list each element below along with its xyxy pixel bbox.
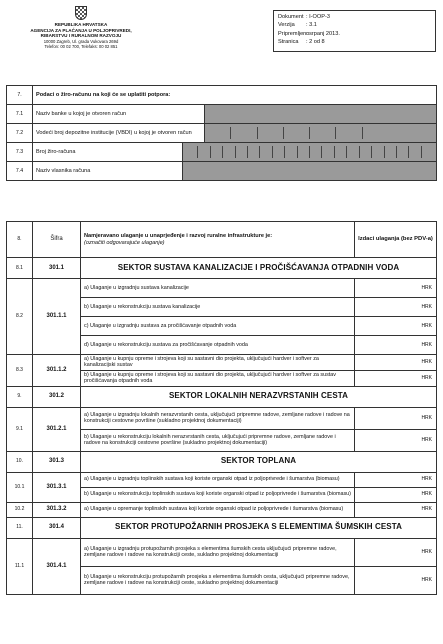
agency-header [6, 6, 156, 49]
sector-row [7, 258, 437, 279]
item-code: 301.2.1 [33, 407, 81, 451]
row-number: 7.3 [7, 143, 33, 162]
amount-field[interactable]: HRK [355, 279, 437, 298]
row-number: 7.4 [7, 162, 33, 181]
section-number: 7. [7, 86, 33, 105]
doc-key: Pripremljeno [278, 30, 310, 37]
row-number: 8.1 [7, 258, 33, 279]
section-title: Podaci o žiro-računu na koji će se uplatiti potpora: [33, 86, 437, 105]
doc-value: : 3.1 [306, 22, 317, 29]
sector-code: 301.2 [33, 386, 81, 407]
row-number: 11.1 [7, 538, 33, 594]
header-code: Šifra [33, 222, 81, 258]
org-line-2: AGENCIJA ZA PLAĆANJA U POLJOPRIVREDI, [30, 27, 132, 33]
item-description: a) Ulaganje u kupnju opreme i strojeva koji su sastavni dio projekta, uključujući hardver i softver za kanalizacijski sustav [81, 355, 355, 371]
item-description: b) Ulaganje u rekonstrukciju protupožarnih prosjeka s elementima šumskih cesta, uključujući pripremne radove, zemljane radove i radove na konstrukciji ceste, sukladno projektnoj dokumentaciji [81, 566, 355, 594]
org-phone: Telefon: 00 02 700, Telefaks: 00 02 851 [44, 43, 118, 49]
doc-key: Verzija [278, 22, 295, 29]
item-code: 301.3.2 [33, 502, 81, 517]
item-description: b) Ulaganje u rekonstrukciju sustava kanalizacije [81, 298, 355, 317]
sector-row [7, 451, 437, 472]
amount-field[interactable]: HRK [355, 538, 437, 566]
sector-code: 301.4 [33, 517, 81, 538]
amount-field[interactable]: HRK [355, 370, 437, 386]
section7-header [7, 86, 437, 105]
account-number-row [7, 143, 437, 162]
header-desc-note: (označiti odgovarajuće ulaganje) [84, 239, 165, 246]
row-number: 10. [7, 451, 33, 472]
account-number-field[interactable] [183, 143, 437, 162]
sector-title: SEKTOR LOKALNIH NERAZVRSTANIH CESTA [81, 386, 437, 407]
row-number: 7.1 [7, 105, 33, 124]
amount-field[interactable]: HRK [355, 429, 437, 451]
row-number: 9.1 [7, 407, 33, 451]
amount-field[interactable]: HRK [355, 355, 437, 371]
item-description: c) Ulaganje u izgradnju sustava za pročišćavanje otpadnih voda [81, 317, 355, 336]
vbdi-row [7, 124, 437, 143]
table-row[interactable] [7, 502, 437, 517]
table-row[interactable] [7, 279, 437, 298]
document-info-box [273, 10, 436, 52]
vbdi-field[interactable] [205, 124, 437, 143]
investment-table [6, 221, 437, 595]
org-address: 10000 Zagreb, Ul. grada Vukovara 269d [43, 38, 119, 44]
sector-title: SEKTOR SUSTAVA KANALIZACIJE I PROČIŠĆAVANJA OTPADNIH VODA [81, 258, 437, 279]
item-description: a) Ulaganje u izgradnju lokalnih nerazvrstanih cesta, uključujući pripremne radove, zemljane radove i radove na konstrukciji cestovne površine (sukladno projektnoj dokumentaciji) [81, 407, 355, 429]
item-description: b) Ulaganje u rekonstrukciju lokalnih nerazvrstanih cesta, uključujući pripremne radove, zemljane radove i radove na konstrukciji cestovne površine (sukladno projektnoj dokumentaciji) [81, 429, 355, 451]
row-label: Naziv vlasnika računa [33, 162, 183, 181]
sector-code: 301.1 [33, 258, 81, 279]
row-number: 8.3 [7, 355, 33, 387]
amount-field[interactable]: HRK [355, 566, 437, 594]
item-description: d) Ulaganje u rekonstrukciju sustava za pročišćavanje otpadnih voda [81, 336, 355, 355]
item-code: 301.3.1 [33, 472, 81, 502]
org-line-3: RIBARSTVU I RURALNOM RAZVOJU [40, 33, 122, 39]
coat-of-arms-icon [75, 6, 87, 20]
table-header-row [7, 222, 437, 258]
amount-field[interactable]: HRK [355, 472, 437, 487]
item-code: 301.1.1 [33, 279, 81, 355]
header-cost: Izdaci ulaganja (bez PDV-a) [355, 222, 437, 258]
row-label: Broj žiro-računa [33, 143, 183, 162]
bank-account-table [6, 85, 437, 181]
row-number: 7.2 [7, 124, 33, 143]
row-number: 9. [7, 386, 33, 407]
item-code: 301.1.2 [33, 355, 81, 387]
doc-value: : srpanj 2013. [306, 30, 340, 37]
item-description: a) Ulaganje u izgradnju protupožarnih prosjeka s elementima šumskih cesta uključujući pripremne radove, zemljane radove i radove na konstrukciji ceste, sukladno projektnoj dokumentaciji [81, 538, 355, 566]
header-description [81, 222, 355, 258]
item-description: b) Ulaganje u rekonstrukciju toplinskih sustava koji koriste organski otpad iz poljoprivrede i šumarstva (biomasu) [81, 487, 355, 502]
sector-title: SEKTOR TOPLANA [81, 451, 437, 472]
amount-field[interactable]: HRK [355, 502, 437, 517]
row-number: 10.2 [7, 502, 33, 517]
item-code: 301.4.1 [33, 538, 81, 594]
row-label: Vodeći broj depozitne institucije (VBDI) u kojoj je otvoren račun [33, 124, 205, 143]
doc-key: Stranica [278, 39, 299, 46]
table-row[interactable] [7, 355, 437, 371]
sector-row [7, 517, 437, 538]
item-description: a) Ulaganje u izgradnju sustava kanalizacije [81, 279, 355, 298]
table-row[interactable] [7, 538, 437, 566]
amount-field[interactable]: HRK [355, 298, 437, 317]
doc-value: : 2 od 8 [306, 39, 325, 46]
account-holder-row [7, 162, 437, 181]
bank-name-row [7, 105, 437, 124]
amount-field[interactable]: HRK [355, 336, 437, 355]
item-description: a) Ulaganje u opremanje toplinskih sustava koji koriste organski otpad iz poljoprivrede i šumarstva (biomasu) [81, 502, 355, 517]
row-number: 10.1 [7, 472, 33, 502]
row-number: 11. [7, 517, 33, 538]
sector-row [7, 386, 437, 407]
header-desc-text: Namjeravano ulaganje u unaprjeđenje i razvoj ruralne infrastrukture je: [84, 233, 273, 240]
doc-value: : I-OOP-3 [306, 14, 330, 20]
doc-key: Dokument [278, 14, 304, 20]
header-num: 8. [7, 222, 33, 258]
org-line-1: REPUBLIKA HRVATSKA [54, 22, 108, 27]
account-holder-field[interactable] [183, 162, 437, 181]
bank-name-field[interactable] [205, 105, 437, 124]
table-row[interactable] [7, 407, 437, 429]
digit-cells [186, 143, 433, 161]
row-label: Naziv banke u kojoj je otvoren račun [33, 105, 205, 124]
amount-field[interactable]: HRK [355, 487, 437, 502]
table-row[interactable] [7, 472, 437, 487]
sector-code: 301.3 [33, 451, 81, 472]
row-number: 8.2 [7, 279, 33, 355]
amount-field[interactable]: HRK [355, 317, 437, 336]
item-description: a) Ulaganje u izgradnju toplinskih sustava koji koriste organski otpad iz poljoprivrede i šumarstva (biomasu) [81, 472, 355, 487]
amount-field[interactable]: HRK [355, 407, 437, 429]
sector-title: SEKTOR PROTUPOŽARNIH PROSJEKA S ELEMENTIMA ŠUMSKIH CESTA [81, 517, 437, 538]
digit-cells [205, 124, 388, 142]
item-description: b) Ulaganje u kupnju opreme i strojeva koji su sastavni dio projekta, uključujući hardver i softver za sustav pročišćavanja otpadnih voda [81, 370, 355, 386]
